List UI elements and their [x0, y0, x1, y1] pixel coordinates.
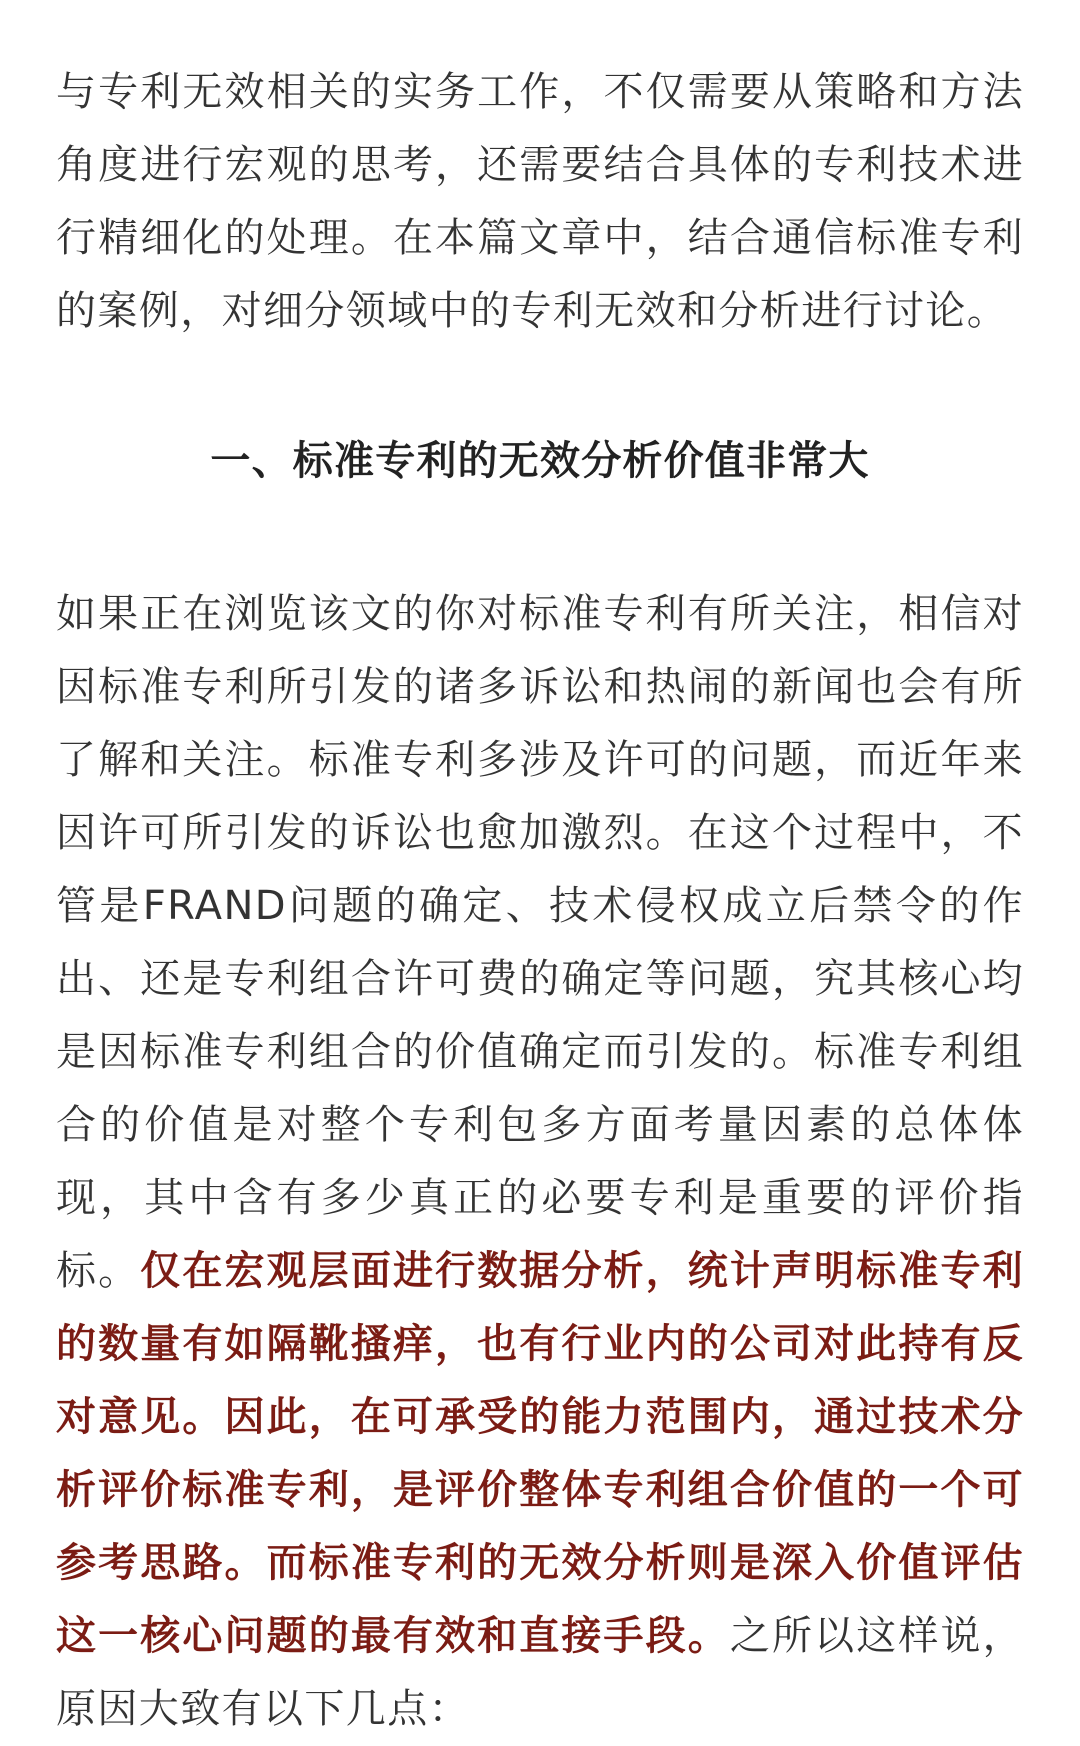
body-text-emphasis: 仅在宏观层面进行数据分析，统计声明标准专利的数量有如隔靴搔痒，也有行业内的公司对此持有反对意见。因此，在可承受的能力范围内，通过技术分析评价标准专利，是评价整体专利组合价值的一个可参考思路。而标准专利的无效分析则是深入价值评估这一核心问题的最有效和直接手段。 — [56, 1248, 1024, 1659]
body-text-closing: 之所以这样说，原因大致有以下几点： — [56, 1613, 1024, 1732]
body-text-normal: 如果正在浏览该文的你对标准专利有所关注，相信对因标准专利所引发的诸多诉讼和热闹的新闻也会有所了解和关注。标准专利多涉及许可的问题，而近年来因许可所引发的诉讼也愈加激烈。在这个过程中，不管是FRAND问题的确定、技术侵权成立后禁令的作出、还是专利组合许可费的确定等问题，究其核心均是因标准专利组合的价值确定而引发的。标准专利组合的价值是对整个专利包多方面考量因素的总体体现，其中含有多少真正的必要专利是重要的评价指标。 — [56, 591, 1024, 1294]
body-paragraph — [56, 578, 1024, 1746]
intro-paragraph: 与专利无效相关的实务工作，不仅需要从策略和方法角度进行宏观的思考，还需要结合具体的专利技术进行精细化的处理。在本篇文章中，结合通信标准专利的案例，对细分领域中的专利无效和分析进行讨论。 — [56, 69, 1024, 334]
article-body — [56, 56, 1024, 1746]
section-heading: 一、标准专利的无效分析价值非常大 — [210, 438, 870, 484]
